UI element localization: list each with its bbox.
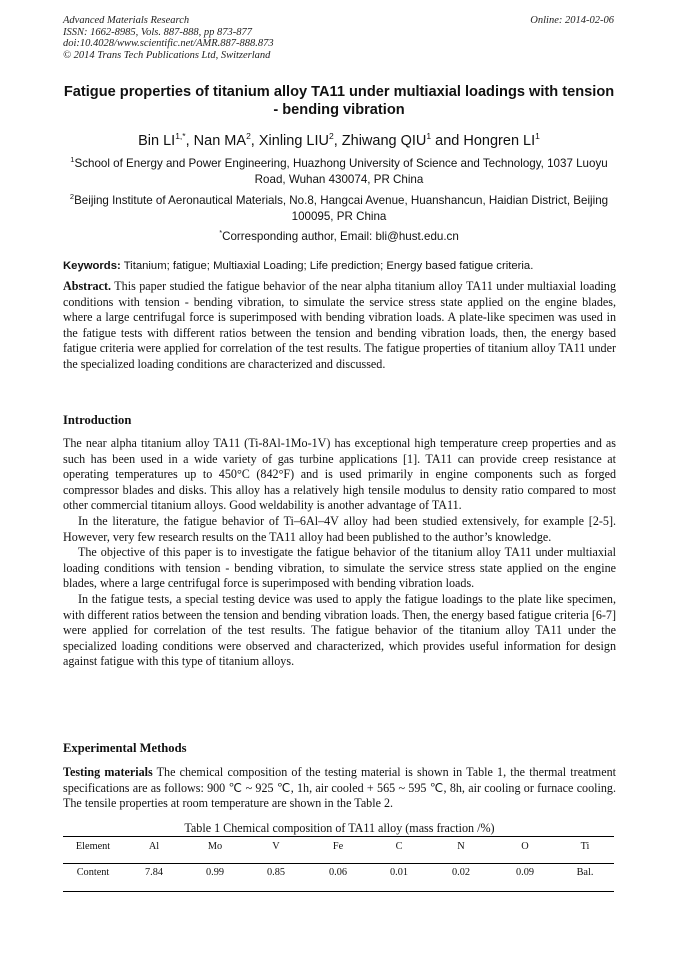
author-conjunction: and: [431, 133, 464, 149]
table-cell: 0.01: [389, 867, 409, 878]
journal-header: [63, 15, 443, 61]
affiliation-text: Beijing Institute of Aeronautical Materials, No.8, Hangcai Avenue, Huanshancun, Haidian District, Beijing 100095, PR China: [74, 194, 609, 223]
table-header-cell: Al: [148, 841, 160, 852]
paper-title: Fatigue properties of titanium alloy TA11 under multiaxial loadings with tension - bending vibration: [63, 84, 615, 118]
affiliation-sup: 2: [69, 192, 75, 201]
doi-line: doi:10.4028/www.scientific.net/AMR.887-888.873: [63, 38, 274, 49]
testing-label: Testing materials: [63, 765, 153, 779]
paragraph: In the literature, the fatigue behavior of Ti–6Al–4V alloy had been studied extensively, for example [2-5]. However, very few research results on the TA11 alloy had been published to the author’s knowledge.: [63, 513, 616, 544]
affiliation-1: [60, 156, 618, 188]
author-sup: 2: [246, 131, 251, 141]
experimental-heading: Experimental Methods: [63, 741, 187, 755]
journal-name: Advanced Materials Research: [63, 15, 190, 26]
table-cell: 0.09: [515, 867, 535, 878]
table-header-cell: Fe: [332, 841, 344, 852]
corresponding-sup: *: [219, 228, 223, 237]
corresponding-author: [60, 229, 618, 245]
table-cell: 0.02: [451, 867, 471, 878]
copyright-line: © 2014 Trans Tech Publications Ltd, Switzerland: [63, 49, 271, 61]
table-header-cell: V: [272, 841, 280, 852]
affiliation-2: [60, 193, 618, 225]
keywords-text: Titanium; fatigue; Multiaxial Loading; Life prediction; Energy based fatigue criteria.: [123, 260, 534, 272]
author-sup: 1: [426, 131, 432, 141]
testing-text: The chemical composition of the testing material is shown in Table 1, the thermal treatment specifications are as follows: 900 ℃ ~ 925 ℃, 1h, air cooled + 565 ~ 595 ℃, 8h, air cooling or furnace cooling. The tensile properties at room temperature are shown in the Table 2.: [63, 765, 616, 811]
paragraph: The objective of this paper is to investigate the fatigue behavior of the titanium alloy TA11 under multiaxial loading conditions with tension - bending vibration, to simulate the service stress state applied on the engine blades, where a large centrifugal force is superimposed with bending vibration loads.: [63, 545, 616, 591]
introduction-heading: Introduction: [63, 413, 132, 427]
table-header-cell: C: [395, 841, 403, 852]
author-sup: 1: [535, 131, 540, 141]
table-cell: 7.84: [144, 867, 164, 878]
table-cell: 0.99: [205, 867, 225, 878]
author-name: Bin LI: [138, 133, 176, 149]
author-name: Zhiwang QIU: [341, 133, 427, 149]
table-bottom-rule: [63, 891, 614, 892]
author-separator: ,: [185, 133, 194, 149]
author-list: [60, 132, 618, 150]
table-header-cell: O: [521, 841, 529, 852]
abstract: [63, 279, 616, 373]
introduction-body: [63, 436, 616, 670]
table-cell: Bal.: [576, 867, 594, 878]
table-header-rule: [63, 863, 614, 864]
paragraph: In the fatigue tests, a special testing device was used to apply the fatigue loadings to the plate like specimen, with different ratios between the tension and bending vibration loads. Then, the energy based fatigue criteria [6-7] were applied for correlation of the test results. The fatigue behavior of the titanium alloy TA11 under the specialized loading conditions were observed and characterized, which provides useful information for design against fatigue with this type of titanium alloys.: [63, 591, 616, 669]
keywords: [63, 259, 615, 274]
table-cell: 0.06: [328, 867, 348, 878]
author-name: Nan MA: [193, 133, 247, 149]
table-caption: Table 1 Chemical composition of TA11 alloy (mass fraction /%): [184, 821, 495, 835]
author-separator: ,: [250, 133, 259, 149]
online-date: Online: 2014-02-06: [530, 15, 614, 26]
author-name: Hongren LI: [463, 133, 536, 149]
testing-materials: [63, 765, 616, 812]
author-sup: 2: [328, 131, 334, 141]
table-header-cell: Element: [75, 841, 111, 852]
keywords-label: Keywords:: [63, 260, 121, 272]
author-sup: 1,*: [175, 131, 186, 141]
paragraph: The near alpha titanium alloy TA11 (Ti-8Al-1Mo-1V) has exceptional high temperature creep properties and as such has been used in a wide variety of gas turbine applications [1]. TA11 can provide creep resistance at operating temperatures up to 450°C (842°F) and is used primarily in engine components such as forged compressor blades and disks. This alloy has a relatively high tensile modulus to density ratio compared to most other commercial titanium alloys. Good weldability is another advantage of TA11.: [63, 436, 616, 513]
corresponding-text: Corresponding author, Email: bli@hust.edu.cn: [222, 230, 459, 243]
table-cell: 0.85: [266, 867, 286, 878]
affiliation-sup: 1: [70, 155, 75, 164]
abstract-label: Abstract.: [63, 279, 112, 293]
table-header-cell: Mo: [207, 841, 223, 852]
table-header-cell: Ti: [580, 841, 590, 852]
author-separator: ,: [333, 133, 342, 149]
issn-line: ISSN: 1662-8985, Vols. 887-888, pp 873-877: [63, 26, 252, 38]
abstract-text: This paper studied the fatigue behavior of the near alpha titanium alloy TA11 under multiaxial loading conditions with tension - bending vibration, to simulate the service stress state applied on the engine blades, where a large centrifugal force is superimposed with bending vibration loads. A plate-like specimen was used in the fatigue tests with different ratios between the tension and bending vibration loads, then, the energy based fatigue criteria were applied for correlation of the test results. The fatigue properties of titanium alloy TA11 under the specialized loading conditions are characterized and discussed.: [63, 279, 616, 371]
affiliation-text: School of Energy and Power Engineering, Huazhong University of Science and Technology, 1037 Luoyu Road, Wuhan 430074, PR China: [74, 157, 608, 186]
author-name: Xinling LIU: [258, 133, 329, 149]
table-cell: Content: [76, 867, 110, 878]
table-top-rule: [63, 836, 614, 837]
table-header-cell: N: [457, 841, 465, 852]
